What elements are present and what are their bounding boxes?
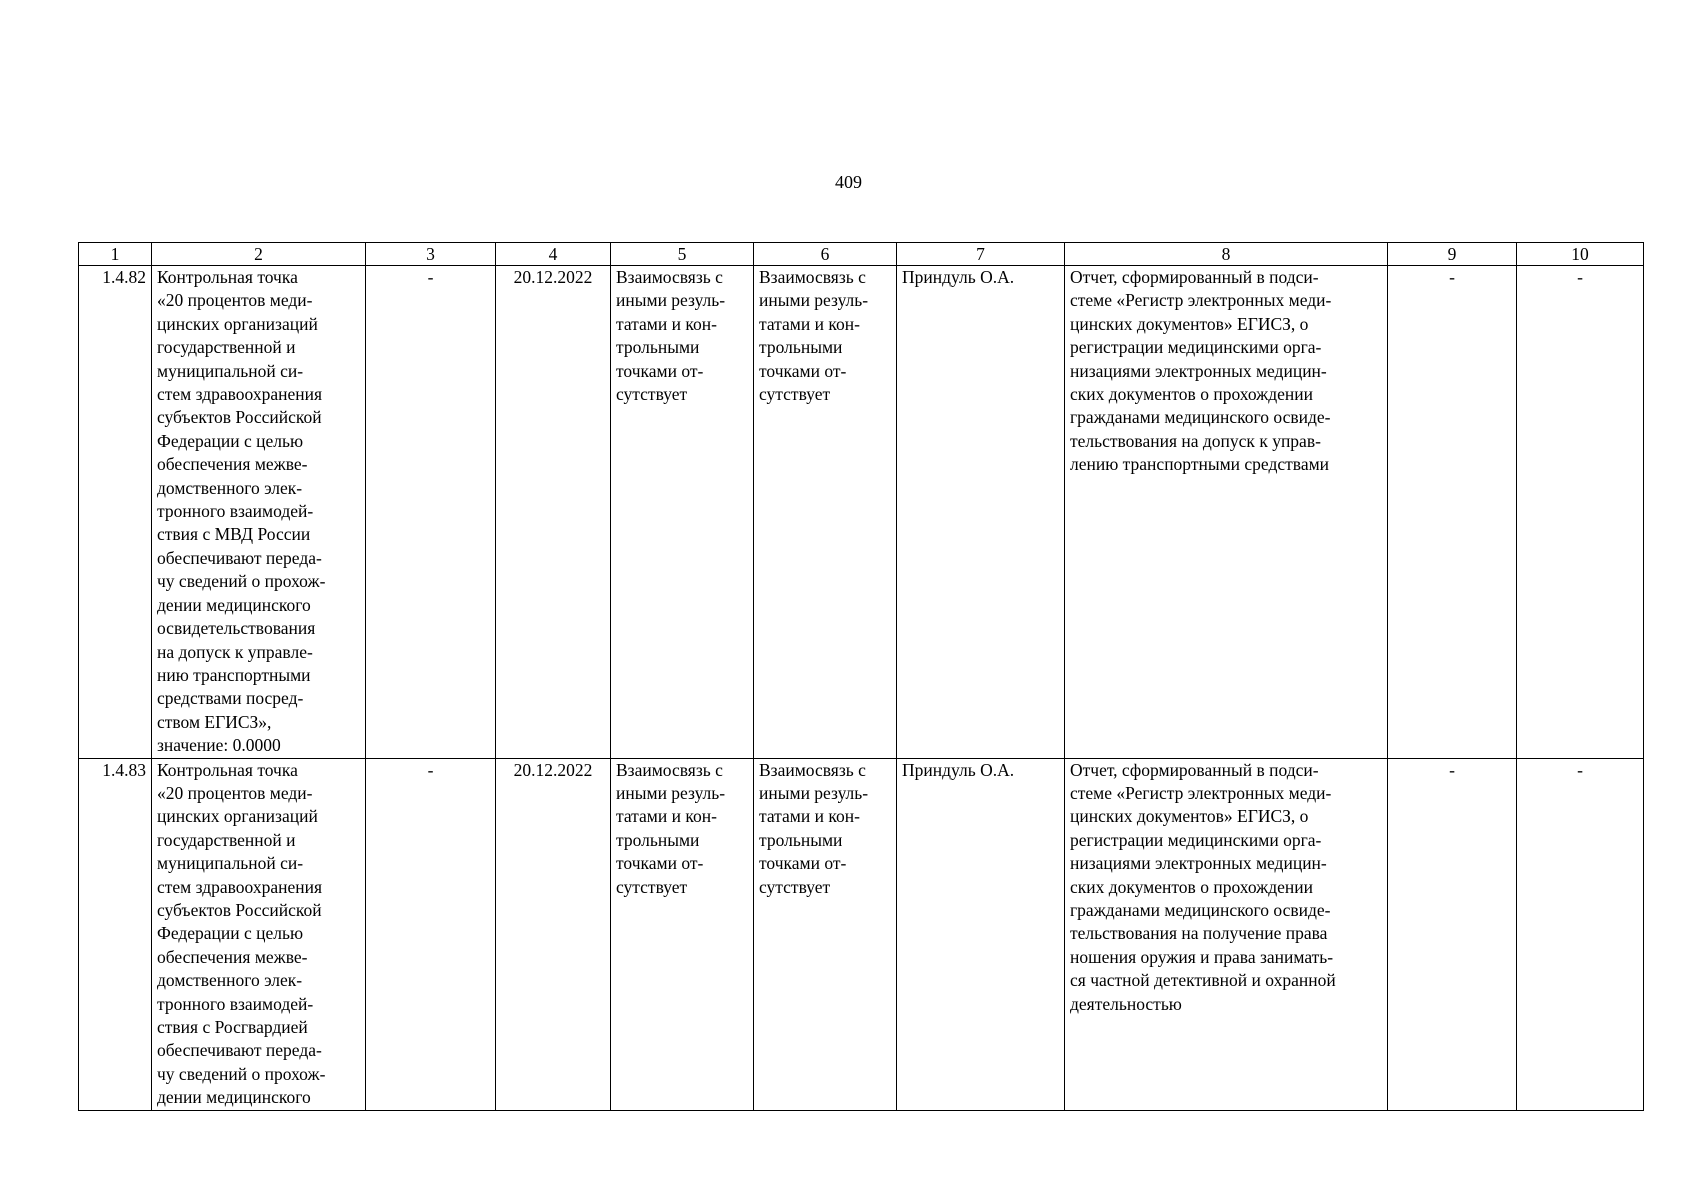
- cell-line: татами и кон-: [616, 806, 717, 827]
- cell-line: чу сведений о прохож-: [157, 1063, 326, 1084]
- cell-line: домственного элек-: [157, 477, 303, 498]
- header-row: [79, 243, 1644, 266]
- header-col-5: 5: [611, 243, 754, 266]
- cell-line: ских документов о прохождении: [1070, 384, 1314, 405]
- table-row: [79, 758, 1644, 1110]
- row-col10: -: [1517, 758, 1644, 1110]
- cell-line: цинских документов» ЕГИСЗ, о: [1070, 313, 1309, 334]
- cell-line: регистрации медицинскими орга-: [1070, 829, 1322, 850]
- cell-line: точками от-: [759, 360, 847, 381]
- cell-line: стем здравоохранения: [157, 876, 323, 897]
- cell-line: Контрольная точка: [157, 267, 298, 287]
- row-col5: [611, 758, 754, 1110]
- row-col6: [754, 758, 897, 1110]
- row-id: 1.4.82: [79, 266, 152, 759]
- cell-line: Контрольная точка: [157, 759, 298, 780]
- cell-line: трольными: [616, 337, 700, 358]
- cell-line: домственного элек-: [157, 970, 303, 991]
- cell-line: субъектов Российской: [157, 407, 322, 428]
- header-col-10: 10: [1517, 243, 1644, 266]
- row-report: [1065, 266, 1388, 759]
- cell-line: точками от-: [759, 853, 847, 874]
- cell-line: значение: 0.0000: [157, 735, 281, 756]
- row-col9: -: [1388, 266, 1517, 759]
- data-table: [78, 242, 1644, 1111]
- cell-line: ствия с МВД России: [157, 524, 311, 545]
- row-description: [152, 758, 366, 1110]
- cell-line: муниципальной си-: [157, 360, 304, 381]
- cell-line: трольными: [616, 829, 700, 850]
- cell-line: Федерации с целью: [157, 923, 304, 944]
- cell-line: тельствования на получение права: [1070, 923, 1328, 944]
- cell-line: обеспечивают переда-: [157, 1040, 322, 1061]
- cell-line: цинских документов» ЕГИСЗ, о: [1070, 806, 1309, 827]
- cell-line: сутствует: [616, 384, 688, 405]
- cell-line: стеме «Регистр электронных меди-: [1070, 782, 1332, 803]
- cell-line: ношения оружия и права занимать-: [1070, 946, 1334, 967]
- row-col9: -: [1388, 758, 1517, 1110]
- cell-line: Отчет, сформированный в подси-: [1070, 759, 1319, 780]
- cell-line: Взаимосвязь с: [616, 267, 723, 287]
- cell-line: татами и кон-: [759, 313, 860, 334]
- cell-line: гражданами медицинского освиде-: [1070, 899, 1331, 920]
- cell-line: «20 процентов меди-: [157, 782, 313, 803]
- cell-line: тельствования на допуск к управ-: [1070, 430, 1321, 451]
- header-col-2: 2: [152, 243, 366, 266]
- cell-line: тронного взаимодей-: [157, 501, 314, 522]
- cell-line: Взаимосвязь с: [759, 267, 866, 287]
- header-col-7: 7: [897, 243, 1065, 266]
- cell-line: ством ЕГИСЗ»,: [157, 711, 272, 732]
- cell-line: лению транспортными средствами: [1070, 454, 1330, 475]
- header-col-3: 3: [366, 243, 496, 266]
- cell-line: деятельностью: [1070, 993, 1182, 1014]
- cell-line: иными резуль-: [616, 782, 726, 803]
- cell-line: ся частной детективной и охранной: [1070, 970, 1336, 991]
- cell-line: татами и кон-: [616, 313, 717, 334]
- cell-line: иными резуль-: [759, 782, 869, 803]
- cell-line: регистрации медицинскими орга-: [1070, 337, 1322, 358]
- cell-line: татами и кон-: [759, 806, 860, 827]
- cell-line: Отчет, сформированный в подси-: [1070, 267, 1319, 287]
- table-row: [79, 266, 1644, 759]
- row-date: 20.12.2022: [496, 266, 611, 759]
- cell-line: сутствует: [759, 876, 831, 897]
- cell-line: Взаимосвязь с: [759, 759, 866, 780]
- cell-line: ских документов о прохождении: [1070, 876, 1314, 897]
- cell-line: государственной и: [157, 337, 296, 358]
- cell-line: иными резуль-: [759, 290, 869, 311]
- cell-line: чу сведений о прохож-: [157, 571, 326, 592]
- cell-line: сутствует: [616, 876, 688, 897]
- cell-line: субъектов Российской: [157, 899, 322, 920]
- row-col6: [754, 266, 897, 759]
- cell-line: дении медицинского: [157, 594, 311, 615]
- cell-line: точками от-: [616, 360, 704, 381]
- row-report: [1065, 758, 1388, 1110]
- cell-line: гражданами медицинского освиде-: [1070, 407, 1331, 428]
- row-date: 20.12.2022: [496, 758, 611, 1110]
- cell-line: ствия с Росгвардией: [157, 1017, 308, 1037]
- cell-line: обеспечения межве-: [157, 454, 308, 475]
- cell-line: муниципальной си-: [157, 853, 304, 874]
- row-col3: -: [366, 758, 496, 1110]
- cell-line: низациями электронных медицин-: [1070, 853, 1327, 874]
- cell-line: на допуск к управле-: [157, 641, 313, 662]
- header-col-4: 4: [496, 243, 611, 266]
- cell-line: обеспечения межве-: [157, 946, 308, 967]
- cell-line: цинских организаций: [157, 313, 318, 334]
- header-col-6: 6: [754, 243, 897, 266]
- cell-line: Взаимосвязь с: [616, 759, 723, 780]
- cell-line: сутствует: [759, 384, 831, 405]
- row-col10: -: [1517, 266, 1644, 759]
- cell-line: освидетельствования: [157, 618, 316, 639]
- cell-line: иными резуль-: [616, 290, 726, 311]
- cell-line: цинских организаций: [157, 806, 318, 827]
- row-col5: [611, 266, 754, 759]
- cell-line: нию транспортными: [157, 664, 311, 685]
- cell-line: трольными: [759, 829, 843, 850]
- cell-line: стеме «Регистр электронных меди-: [1070, 290, 1332, 311]
- cell-line: дении медицинского: [157, 1087, 311, 1108]
- cell-line: точками от-: [616, 853, 704, 874]
- cell-line: тронного взаимодей-: [157, 993, 314, 1014]
- row-col3: -: [366, 266, 496, 759]
- header-col-1: 1: [79, 243, 152, 266]
- cell-line: обеспечивают переда-: [157, 547, 322, 568]
- row-responsible: Приндуль О.А.: [897, 266, 1065, 759]
- row-id: 1.4.83: [79, 758, 152, 1110]
- cell-line: средствами посред-: [157, 688, 304, 709]
- header-col-9: 9: [1388, 243, 1517, 266]
- cell-line: Федерации с целью: [157, 430, 304, 451]
- header-col-8: 8: [1065, 243, 1388, 266]
- page-number: 409: [835, 172, 862, 192]
- cell-line: стем здравоохранения: [157, 384, 323, 405]
- cell-line: государственной и: [157, 829, 296, 850]
- cell-line: низациями электронных медицин-: [1070, 360, 1327, 381]
- row-description: [152, 266, 366, 759]
- cell-line: трольными: [759, 337, 843, 358]
- row-responsible: Приндуль О.А.: [897, 758, 1065, 1110]
- cell-line: «20 процентов меди-: [157, 290, 313, 311]
